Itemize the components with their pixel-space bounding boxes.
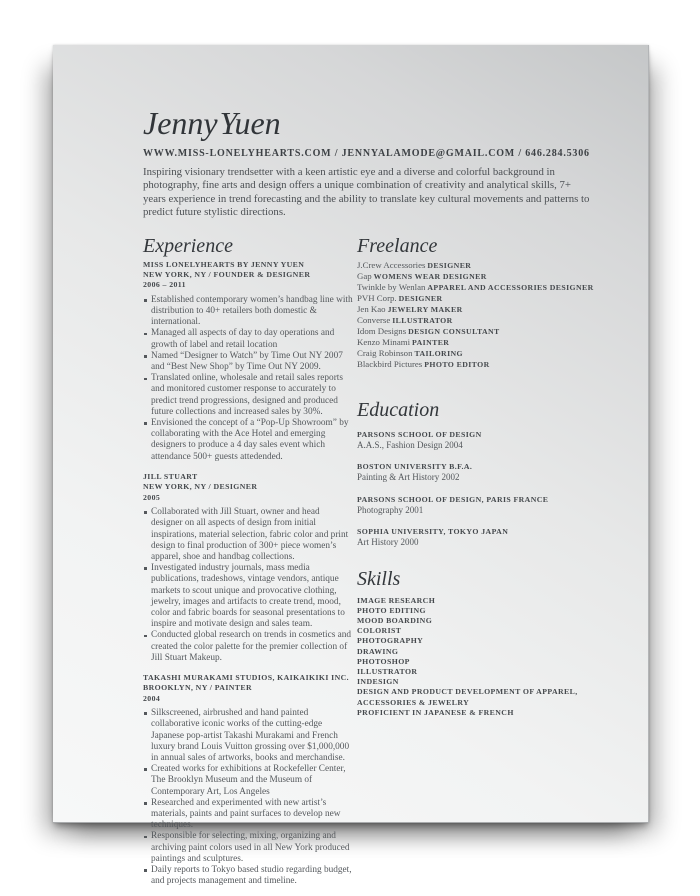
skill-item: PROFICIENT IN JAPANESE & FRENCH [357, 707, 514, 717]
role-label: ILLUSTRATOR [392, 315, 453, 325]
client-name: Twinkle by Wenlan [357, 281, 426, 292]
job-role-line: BROOKLYN, NY / PAINTER [143, 683, 253, 693]
experience-bullet: Daily reports to Tokyo based studio regarding budget, and projects management and timeline. [143, 865, 353, 887]
job-entry-miss-lonelyhearts [143, 260, 353, 463]
left-column [143, 234, 353, 896]
education-entry [357, 461, 595, 484]
client-name: Idom Designs [357, 325, 407, 336]
job-entry-jill-stuart [143, 472, 353, 664]
skill-item: PHOTO EDITING [357, 605, 426, 615]
skills-section [357, 567, 595, 718]
education-entry [357, 429, 595, 452]
freelance-list [357, 260, 595, 370]
education-detail: Art History 2000 [357, 537, 419, 548]
freelance-item [357, 293, 595, 304]
role-label: PHOTO EDITOR [424, 359, 490, 369]
freelance-item [357, 348, 595, 359]
right-column [357, 234, 595, 896]
education-school: PARSONS SCHOOL OF DESIGN [357, 429, 482, 439]
freelance-item [357, 271, 595, 282]
experience-section [143, 234, 353, 888]
role-label: JEWELRY MAKER [387, 304, 463, 314]
role-label: PAINTER [412, 337, 450, 347]
job-dates: 2004 [143, 693, 161, 703]
education-school: BOSTON UNIVERSITY B.F.A. [357, 462, 473, 472]
experience-bullet: Researched and experimented with new artist’s materials, paints and paint surfaces to develop new techniques. [143, 798, 353, 832]
freelance-item [357, 337, 595, 348]
client-name: Converse [357, 314, 391, 325]
freelance-item [357, 282, 595, 293]
education-school: PARSONS SCHOOL OF DESIGN, PARIS FRANCE [357, 494, 549, 504]
client-name: Blackbird Pictures [357, 358, 423, 369]
role-label: DESIGN CONSULTANT [408, 326, 500, 336]
skill-item: MOOD BOARDING [357, 616, 433, 626]
experience-bullet: Silkscreened, airbrushed and hand painted collaborative iconic works of the cutting-edge Japanese pop-artist Takashi Murakami and French luxury brand Louis Vuitton grossing over $1,000,000 in annual sales of artworks, books and merchandise. [143, 708, 353, 764]
job-dates: 2006 – 2011 [143, 280, 186, 290]
experience-bullet: Collaborated with Jill Stuart, owner and head designer on all aspects of design from initial inspirations, material selection, fabric color and print design to final production of 300+ piece women’s apparel, shoe and handbag collections. [143, 507, 353, 563]
role-label: APPAREL AND ACCESSORIES DESIGNER [427, 282, 594, 292]
education-detail: A.A.S., Fashion Design 2004 [357, 439, 463, 450]
job-bullet-list [143, 507, 353, 664]
experience-bullet: Created works for exhibitions at Rockefeller Center, The Brooklyn Museum and the Museum of Contemporary Art, Los Angeles [143, 764, 353, 798]
job-company: TAKASHI MURAKAMI STUDIOS, KAIKAIKIKI INC. [143, 672, 350, 682]
client-name: Jen Kao [357, 303, 386, 314]
job-company: MISS LONELYHEARTS BY JENNY YUEN [143, 259, 305, 269]
freelance-item [357, 304, 595, 315]
skills-heading: Skills [357, 567, 401, 590]
job-role-line: NEW YORK, NY / DESIGNER [143, 482, 258, 492]
freelance-item [357, 260, 595, 271]
education-school: SOPHIA UNIVERSITY, TOKYO JAPAN [357, 527, 509, 537]
freelance-item [357, 315, 595, 326]
experience-bullet: Named “Designer to Watch” by Time Out NY 2007 and “Best New Shop” by Time Out NY 2009. [143, 351, 353, 373]
skills-list [357, 596, 595, 718]
education-heading: Education [357, 398, 440, 421]
last-name: Yuen [219, 105, 281, 141]
job-entry-takashi-murakami [143, 673, 353, 887]
experience-bullet: Investigated industry journals, mass media publications, tradeshows, vintage vendors, antique markets to scout unique and provocative clothing, jewelry, images and artifacts to create trend, mood, color and fabric boards for seasonal presentations to inspire and motivate design and sales team. [143, 563, 353, 630]
client-name: Gap [357, 270, 372, 281]
job-dates: 2005 [143, 492, 161, 502]
summary-text: Inspiring visionary trendsetter with a keen artistic eye and a diverse and colorful background in photography, fine arts and design offers a unique combination of creativity and analytical skills, 7+ years experience in trend forecasting and the ability to translate key cultural movements and patterns to predict future stylistic directions. [143, 166, 590, 219]
experience-heading: Experience [143, 234, 233, 257]
freelance-item [357, 326, 595, 337]
job-bullet-list [143, 295, 353, 463]
skill-item: INDESIGN [357, 677, 399, 687]
role-label: WOMENS WEAR DESIGNER [373, 271, 487, 281]
resume-page [53, 45, 649, 887]
contact-line: WWW.MISS-LONELYHEARTS.COM / JENNYALAMODE@GMAIL.COM / 646.284.5306 [143, 148, 590, 159]
experience-bullet: Responsible for selecting, mixing, organizing and archiving paint colors used in all New York produced paintings and sculptures. [143, 831, 353, 865]
experience-bullet: Envisioned the concept of a “Pop-Up Showroom” by collaborating with the Ace Hotel and emerging designers to produce a 4 day sales event which attendance 500+ guests attedended. [143, 418, 353, 463]
skill-item: ILLUSTRATOR [357, 667, 418, 677]
skill-item: IMAGE RESEARCH [357, 595, 436, 605]
role-label: TAILORING [414, 348, 463, 358]
resume-header [143, 105, 594, 220]
freelance-heading: Freelance [357, 234, 438, 257]
client-name: J.Crew Accessories [357, 259, 426, 270]
freelance-item [357, 359, 595, 370]
education-entry [357, 526, 595, 549]
skill-item: COLORIST [357, 626, 402, 636]
skill-item: PHOTOGRAPHY [357, 636, 424, 646]
client-name: PVH Corp. [357, 292, 397, 303]
role-label: DESIGNER [427, 260, 472, 270]
skill-item: DRAWING [357, 646, 399, 656]
education-section [357, 398, 595, 549]
page-title [143, 105, 594, 141]
education-detail: Painting & Art History 2002 [357, 472, 460, 483]
client-name: Craig Robinson [357, 347, 413, 358]
client-name: Kenzo Minami [357, 336, 411, 347]
job-role-line: NEW YORK, NY / FOUNDER & DESIGNER [143, 270, 311, 280]
skill-item: DESIGN AND PRODUCT DEVELOPMENT OF APPAREL, ACCESSORIES & JEWELRY [357, 687, 578, 707]
education-detail: Photography 2001 [357, 504, 424, 515]
freelance-section [357, 234, 595, 370]
job-company: JILL STUART [143, 471, 198, 481]
first-name: Jenny [143, 105, 218, 141]
experience-bullet: Conducted global research on trends in cosmetics and created the color palette for the premier collection of Jill Stuart Makeup. [143, 630, 353, 664]
experience-bullet: Established contemporary women’s handbag line with distribution to 40+ retailers both domestic & international. [143, 295, 353, 329]
education-entry [357, 494, 595, 517]
experience-bullet: Managed all aspects of day to day operations and growth of label and retail location [143, 328, 353, 350]
education-list [357, 429, 595, 549]
experience-bullet: Translated online, wholesale and retail sales reports and monitored customer response to accurately to predict trend progressions, designed and produced future collections and increased sales by 30%. [143, 373, 353, 418]
job-bullet-list [143, 708, 353, 887]
two-column-layout [143, 234, 594, 896]
skill-item: PHOTOSHOP [357, 656, 410, 666]
role-label: DESIGNER [398, 293, 443, 303]
